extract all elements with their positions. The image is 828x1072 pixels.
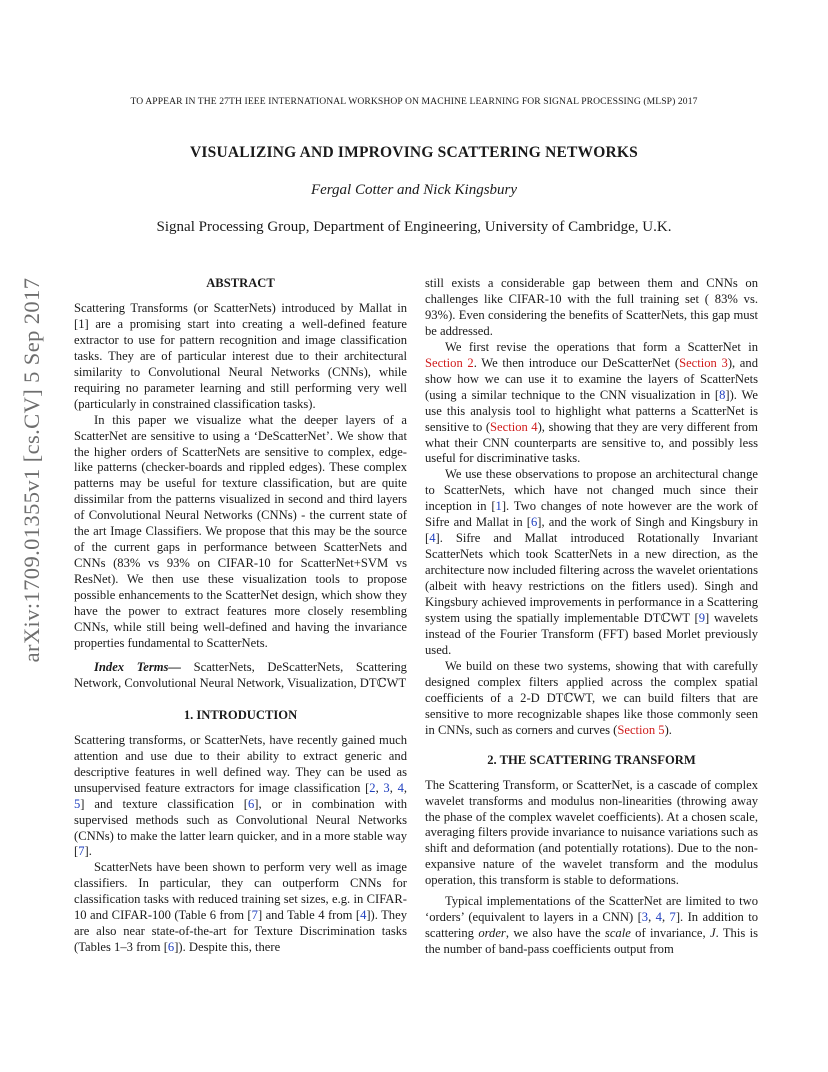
citation-link[interactable]: 3 bbox=[641, 910, 649, 925]
intro-heading: 1. INTRODUCTION bbox=[183, 707, 298, 722]
citation-link[interactable]: 2 bbox=[369, 780, 376, 795]
citation-link[interactable]: 5 bbox=[74, 796, 81, 811]
body-paragraph: We build on these two systems, showing that with carefully designed complex filters applied across the complex spatial coefficients of a 2-D DTℂWT, we can build filters that are sensitive to more recognizable shapes like those commonly seen in CNNs, such as corners and curves (Section 5). bbox=[425, 658, 758, 737]
body-paragraph: The Scattering Transform, or ScatterNet, is a cascade of complex wavelet transforms and modulus non-linearities (throwing away the phase of the complex wavelet coefficients). At a chosen scale, averaging filters provide invariance to nuisance variations such as shift and deformation (and potentially rotations). Due to the non-expansive nature of the wavelet transform and the modulus operation, this transform is stable to deformations. bbox=[425, 777, 758, 888]
abstract-heading: ABSTRACT bbox=[206, 276, 275, 290]
citation-link[interactable]: 6 bbox=[167, 940, 175, 955]
running-head: TO APPEAR IN THE 27TH IEEE INTERNATIONAL WORKSHOP ON MACHINE LEARNING FOR SIGNAL PROCESSING (MLSP) 2017 bbox=[130, 96, 698, 107]
body-paragraph: still exists a considerable gap between them and CNNs on challenges like CIFAR-10 with the full training set ( 83% vs. 93%). Even considering the benefits of ScatterNets, this gap must be addressed. bbox=[425, 276, 758, 338]
body-paragraph: We first revise the operations that form a ScatterNet in Section 2. We then introduce our DeScatterNet (Section 3), and show how we can use it to examine the layers of ScatterNets (using a similar technique to the CNN visualization in [8]). We use this analysis tool to highlight what patterns a ScatterNet is sensitive to (Section 4), showing that they are very different from what their CNN counterparts are sensitive to, and possibly less useful for discriminative tasks. bbox=[425, 339, 758, 466]
section-link[interactable]: Section 2 bbox=[425, 355, 474, 370]
section-link[interactable]: Section 5 bbox=[617, 722, 665, 737]
citation-link[interactable]: 7 bbox=[78, 844, 85, 859]
abstract-paragraph: Scattering Transforms (or ScatterNets) introduced by Mallat in [1] are a promising start into creating a well-defined feature extractor to use for pattern recognition and image classification tasks. They are of particular interest due to their architectural similarity to Convolutional Neural Networks (CNNs), while requiring no parameter learning and still performing very well (particularly in constrained classification tasks). bbox=[74, 300, 407, 411]
section-link[interactable]: Section 4 bbox=[490, 419, 538, 434]
index-terms bbox=[74, 660, 407, 692]
citation-link[interactable]: 6 bbox=[248, 796, 255, 811]
citation-link[interactable]: 4 bbox=[429, 531, 436, 546]
citation-link[interactable]: 8 bbox=[719, 387, 726, 402]
left-column bbox=[74, 276, 407, 956]
citation-link[interactable]: 6 bbox=[530, 515, 538, 530]
affiliation: Signal Processing Group, Department of Engineering, University of Cambridge, U.K. bbox=[156, 219, 672, 235]
citation-link[interactable]: 1 bbox=[495, 499, 502, 514]
citation-link[interactable]: 4 bbox=[360, 908, 367, 923]
citation-link[interactable]: 4 bbox=[655, 910, 662, 925]
section-link[interactable]: Section 3 bbox=[679, 355, 728, 370]
body-paragraph: We use these observations to propose an architectural change to ScatterNets, which have not changed much since their inception in [1]. Two changes of note however are the work of Sifre and Mallat in [6], and the work of Singh and Kingsbury in [4]. Sifre and Mallat introduced Rotationally Invariant ScatterNets which took ScatterNets in a new direction, as the architecture now included filtering across the wavelet orientations (albeit with heavy restrictions on the fitlers used). Singh and Kingsbury achieved improvements in performance in a Scattering system using the spatially implementable DTℂWT [9] wavelets instead of the Fourier Transform (FFT) based Morlet previously used. bbox=[425, 467, 759, 657]
right-column bbox=[425, 276, 758, 958]
intro-paragraph: Scattering transforms, or ScatterNets, have recently gained much attention and use due to their ability to extract generic and descriptive features in well defined way. They can be used as unsupervised feature extractors for image classification [2, 3, 4, 5] and texture classification [6], or in combination with supervised methods such as Convolutional Neural Networks (CNNs) to make the latter learn quicker, and in a more stable way [7]. bbox=[74, 732, 408, 859]
section2-heading: 2. THE SCATTERING TRANSFORM bbox=[487, 752, 696, 767]
index-terms-text: ScatterNets, DeScatterNets, Scattering Network, Convolutional Neural Network, Visualization, DTℂWT bbox=[74, 659, 407, 690]
arxiv-stamp: arXiv:1709.01355v1 [cs.CV] 5 Sep 2017 bbox=[19, 277, 44, 663]
citation-link[interactable]: 9 bbox=[698, 611, 706, 626]
citation-link[interactable]: 4 bbox=[397, 780, 404, 795]
body-paragraph: Typical implementations of the ScatterNet are limited to two ‘orders’ (equivalent to layers in a CNN) [3, 4, 7]. In addition to scattering order, we also have the scale of invariance, J. This is the number of band-pass coefficients output from bbox=[425, 894, 759, 957]
citation-link[interactable]: 7 bbox=[251, 908, 258, 923]
paper-title: VISUALIZING AND IMPROVING SCATTERING NETWORKS bbox=[190, 144, 638, 161]
index-terms-label: Index Terms— bbox=[94, 659, 182, 674]
citation-link[interactable]: 3 bbox=[383, 780, 390, 795]
abstract-paragraph: In this paper we visualize what the deeper layers of a ScatterNet are sensitive to using a ‘DeScatterNet’. We show that the higher orders of ScatterNets are sensitive to complex, edge-like patterns (checker-boards and rippled edges). These complex patterns may be useful for texture classification, but are quite dissimilar from the patterns visualized in second and third layers of Convolutional Neural Networks (CNNs) - the current state of the art Image Classifiers. We propose that this may be the source of the current gaps in performance between ScatterNets and CNNs (83% vs 93% on CIFAR-10 for ScatterNet+SVM vs ResNet). We then use these visualization tools to propose possible enhancements to the ScatterNet design, which show they have the power to extract features more closely resembling CNNs, while still being well-defined and having the invariance properties fundamental to ScatterNets. bbox=[74, 412, 407, 650]
intro-paragraph: ScatterNets have been shown to perform very well as image classifiers. In particular, they can outperform CNNs for classification tasks with reduced training set sizes, e.g. in CIFAR-10 and CIFAR-100 (Table 6 from [7] and Table 4 from [4]). They are also near state-of-the-art for Texture Discrimination tasks (Tables 1–3 from [6]). Despite this, there bbox=[74, 860, 407, 955]
authors: Fergal Cotter and Nick Kingsbury bbox=[310, 182, 518, 198]
citation-link[interactable]: 7 bbox=[669, 910, 676, 925]
